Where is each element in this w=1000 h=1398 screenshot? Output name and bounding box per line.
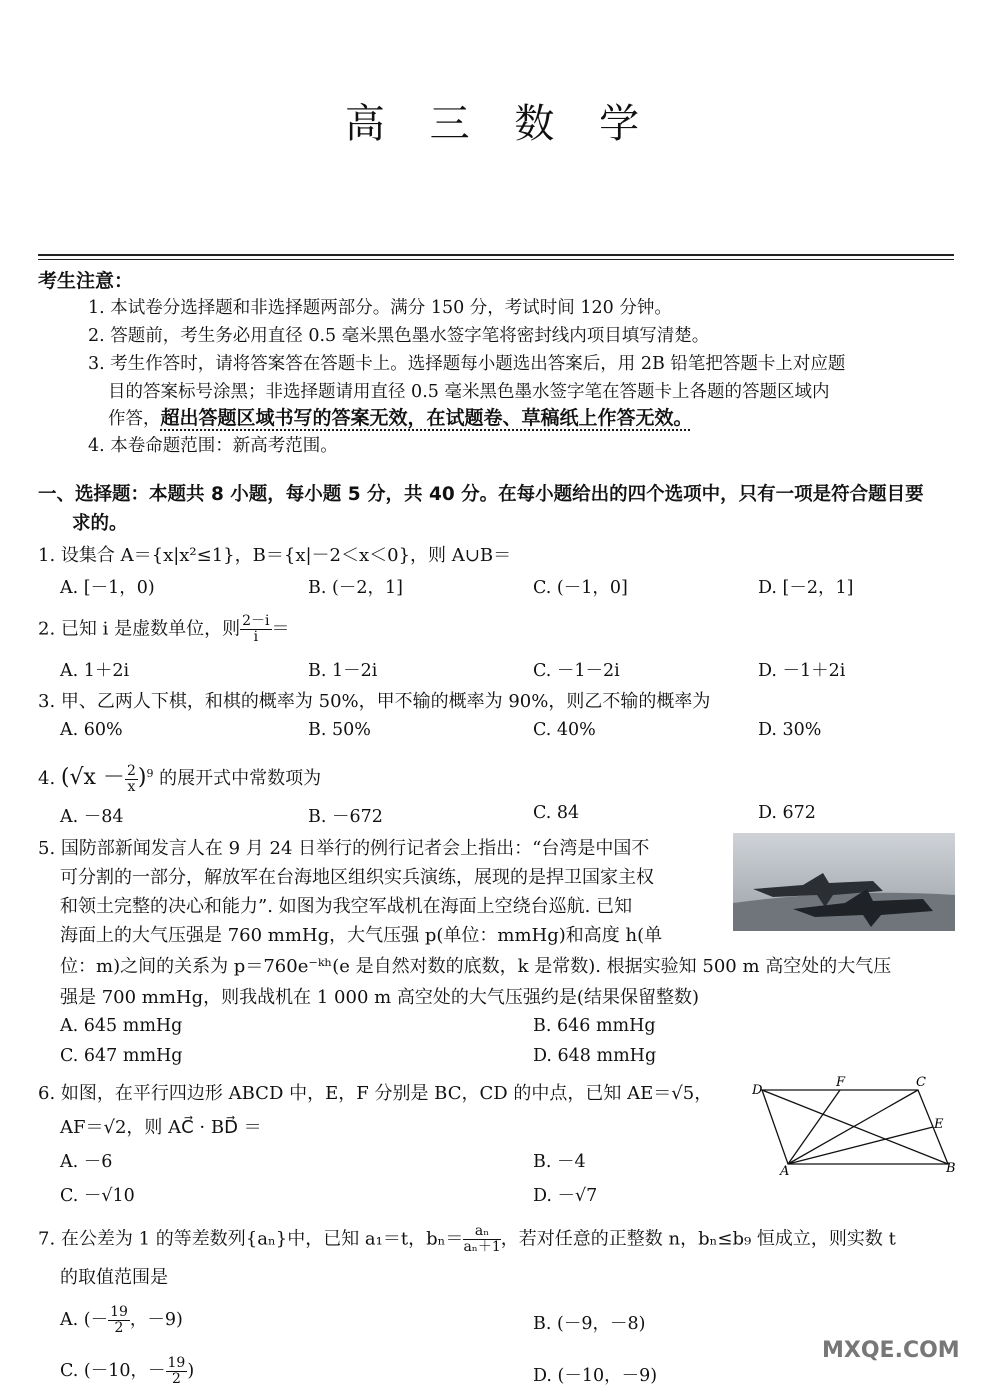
q5-option-b: B. 646 mmHg [533, 1016, 656, 1036]
q7-c-num: 19 [167, 1355, 186, 1371]
q7-c-post: ) [187, 1361, 195, 1381]
section-heading: 一、选择题：本题共 8 小题，每小题 5 分，共 40 分。在每小题给出的四个选项中，只有一项是符合题目要 [38, 484, 924, 505]
q7-a-fraction [108, 1305, 130, 1336]
q7-denominator: aₙ＋1 [463, 1239, 501, 1255]
header-rule-thick [38, 254, 954, 256]
notice-item-3: 3. 考生作答时，请将答案答在答题卡上。选择题每小题选出答案后，用 2B 铅笔把答题卡上对应题 [88, 354, 846, 374]
site-watermark: MXQE.COM [822, 1338, 960, 1363]
q7-a-post: ，－9) [129, 1310, 183, 1330]
q4-expr-right: ) [137, 765, 147, 790]
q5-line-3: 和领土完整的决心和能力”. 如图为我空军战机在海面上空绕台巡航. 已知 [60, 896, 633, 917]
q7-a-num: 19 [110, 1304, 128, 1320]
page-title: 高 三 数 学 [344, 101, 656, 147]
q5-line-6: 强是 700 mmHg，则我战机在 1 000 m 高空处的大气压强约是(结果保留整数) [60, 987, 699, 1008]
q2-option-d: D. －1＋2i [758, 661, 846, 681]
q4-option-c: C. 84 [533, 803, 580, 823]
notice-item-3-cont: 目的答案标号涂黑；非选择题请用直径 0.5 毫米黑色墨水签字笔在答题卡上各题的答题区域内 [108, 382, 830, 402]
q7-option-b: B. (－9，－8) [533, 1314, 646, 1334]
q7-c-den: 2 [171, 1371, 181, 1387]
q5-option-c: C. 647 mmHg [60, 1046, 183, 1066]
notice-emphasis: 超出答题区域书写的答案无效，在试题卷、草稿纸上作答无效。 [160, 407, 693, 429]
q4-option-a: A. －84 [60, 807, 124, 827]
q3-option-d: D. 30% [758, 720, 822, 740]
q7-line-2: 的取值范围是 [60, 1267, 168, 1288]
notice-item-1: 1. 本试卷分选择题和非选择题两部分。满分 150 分，考试时间 120 分钟。 [88, 298, 672, 318]
q5-line-2: 可分割的一部分，解放军在台海地区组织实兵演练，展现的是捍卫国家主权 [60, 867, 654, 888]
label-b: B [946, 1161, 956, 1176]
q5-line-4: 海面上的大气压强是 760 mmHg，大气压强 p(单位：mmHg)和高度 h(单 [60, 925, 663, 946]
q5-option-a: A. 645 mmHg [60, 1016, 183, 1036]
header-rule-thin [38, 259, 954, 260]
q1-option-c: C. (－1，0] [533, 578, 628, 598]
q4-fraction [125, 764, 138, 795]
q6-option-b: B. －4 [533, 1152, 586, 1172]
q2-option-a: A. 1＋2i [60, 661, 130, 681]
q3-option-c: C. 40% [533, 720, 596, 740]
q6-option-c: C. －√10 [60, 1186, 135, 1206]
q7-a-den: 2 [114, 1320, 124, 1336]
section-heading-cont: 求的。 [72, 513, 128, 534]
q1-option-d: D. [－2，1] [758, 578, 854, 598]
q2-option-c: C. －1－2i [533, 661, 620, 681]
question-3-stem: 3. 甲、乙两人下棋，和棋的概率为 50%，甲不输的概率为 90%，则乙不输的概率为 [38, 691, 711, 712]
q7-c-fraction [166, 1356, 188, 1387]
label-c: C [916, 1076, 926, 1090]
q6-option-a: A. －6 [60, 1152, 113, 1172]
notice-heading: 考生注意： [38, 270, 134, 292]
q2-fraction [240, 614, 271, 645]
q7-option-d: D. (－10，－9) [533, 1366, 658, 1386]
q4-exponent: 9 [146, 767, 154, 780]
q7-option-a [60, 1305, 183, 1336]
q6-line-1: 6. 如图，在平行四边形 ABCD 中，E，F 分别是 BC，CD 的中点，已知 AE＝√5， [38, 1083, 713, 1104]
q7-post: ，若对任意的正整数 n，bₙ≤b₉ 恒成立，则实数 t [500, 1228, 896, 1250]
q7-option-c [60, 1356, 194, 1387]
q2-option-b: B. 1－2i [308, 661, 378, 681]
label-d: D [752, 1083, 763, 1098]
q4-number: 4. [38, 768, 56, 789]
q4-option-b: B. －672 [308, 807, 383, 827]
q3-option-a: A. 60% [60, 720, 123, 740]
q4-numerator: 2 [126, 762, 136, 779]
fighter-jet-illustration [733, 833, 955, 931]
parallelogram-diagram [752, 1076, 962, 1176]
label-f: F [836, 1076, 846, 1090]
notice-item-2: 2. 答题前，考生务必用直径 0.5 毫米黑色墨水签字笔将密封线内项目填写清楚。 [88, 326, 710, 346]
label-a: A [780, 1164, 790, 1176]
q6-line-2: AF＝√2，则 AC⃗ · BD⃗ ＝ [60, 1117, 262, 1138]
notice-item-3-end [108, 404, 693, 433]
q2-post: ＝ [271, 618, 290, 640]
q3-option-b: B. 50% [308, 720, 371, 740]
q5-line-5: 位：m)之间的关系为 p＝760e⁻ᵏʰ(e 是自然对数的底数，k 是常数). 根据实验知 500 m 高空处的大气压 [60, 956, 892, 977]
q4-post: 的展开式中常数项为 [153, 768, 322, 789]
label-e: E [934, 1117, 944, 1132]
fighter-jet-photo [733, 833, 955, 931]
q4-option-d: D. 672 [758, 803, 816, 823]
q1-option-b: B. (－2，1] [308, 578, 403, 598]
notice-item-4: 4. 本卷命题范围：新高考范围。 [88, 436, 338, 456]
q4-expr-left: (√x － [60, 765, 125, 790]
q2-pre: 2. 已知 i 是虚数单位，则 [38, 618, 241, 640]
q1-option-a: A. [－1，0) [60, 578, 155, 598]
q6-option-d: D. －√7 [533, 1186, 598, 1206]
question-2-stem [38, 614, 290, 645]
q7-c-pre: C. (－10，－ [60, 1361, 166, 1381]
q7-pre: 7. 在公差为 1 的等差数列{aₙ}中，已知 a₁＝t，bₙ＝ [38, 1228, 464, 1250]
q5-line-1: 5. 国防部新闻发言人在 9 月 24 日举行的例行记者会上指出：“台湾是中国不 [38, 838, 650, 859]
notice-item-3-end-text: 作答， [108, 409, 161, 429]
question-4-stem [38, 760, 321, 795]
q7-line-1 [38, 1224, 896, 1255]
q2-numerator: 2－i [242, 613, 270, 629]
q7-numerator: aₙ [463, 1224, 500, 1240]
q2-denominator: i [253, 629, 259, 645]
q4-denominator: x [127, 778, 136, 795]
parallelogram-figure [752, 1076, 962, 1176]
q5-option-d: D. 648 mmHg [533, 1046, 657, 1066]
q7-a-pre: A. (－ [60, 1310, 109, 1330]
q7-fraction [463, 1224, 500, 1255]
question-1-stem: 1. 设集合 A＝{x|x²≤1}，B＝{x|－2＜x＜0}，则 A∪B＝ [38, 545, 512, 566]
